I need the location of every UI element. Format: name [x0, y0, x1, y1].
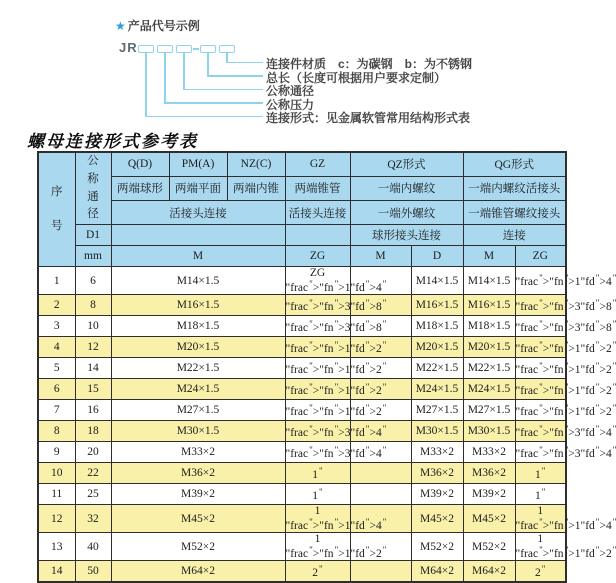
gz-cell: 1 "frac">"fn">1" " " [285, 533, 387, 561]
m-cell: M18×1.5 [111, 316, 285, 337]
code-box-3 [176, 45, 192, 53]
m-cell: M30×1.5 [111, 421, 285, 442]
table-row [38, 533, 566, 561]
dn-cell: 20 [75, 442, 111, 463]
seq-cell: 2 [38, 295, 75, 316]
connector-line-horizontal [207, 75, 263, 77]
table-row [38, 561, 566, 582]
qg-m-cell: M64×2 [463, 561, 515, 582]
empty-cell [285, 225, 350, 246]
qz-d-cell: M64×2 [411, 561, 463, 582]
m-cell: M33×2 [111, 442, 285, 463]
diagram-label-4: 公称压力 [266, 97, 315, 112]
header-row3-qg: 一端锥管螺纹接头 [463, 201, 566, 225]
dn-cell: 14 [75, 358, 111, 379]
header-unit-qg-m: M [463, 246, 515, 267]
qg-m-cell: M36×2 [463, 463, 515, 484]
empty-cell [111, 225, 285, 246]
gz-cell: "frac">"fn">1" " " [285, 379, 350, 400]
seq-cell: 13 [38, 533, 75, 561]
qg-zg-cell: "frac">"fn">3"fd">8 [515, 316, 566, 337]
qz-m-cell [350, 561, 411, 582]
dn-cell: 10 [75, 316, 111, 337]
qg-zg-cell: "frac">"fn">1"fd">2 [515, 379, 566, 400]
qg-zg-cell: 1 "frac">"fn">1"fd">4 [515, 505, 612, 533]
header-row4-qg: 连接 [463, 225, 566, 246]
gz-cell: ZG "frac">"fn">1" " " [285, 267, 387, 295]
dn-cell: 8 [75, 295, 111, 316]
table-header [38, 152, 566, 267]
table-row [38, 400, 566, 421]
qg-m-cell: M39×2 [463, 484, 515, 505]
header-unit-qz-m: M [350, 246, 411, 267]
seq-cell: 4 [38, 337, 75, 358]
code-dash [193, 48, 199, 50]
qz-d-cell: M30×1.5 [411, 421, 463, 442]
qz-m-cell [350, 484, 411, 505]
qg-m-cell: M20×1.5 [463, 337, 515, 358]
qz-d-cell: M14×1.5 [411, 267, 463, 295]
gz-cell: "frac">"fn">1" " " [285, 337, 350, 358]
header-sub-pm: 两端平面 [169, 176, 227, 200]
qg-m-cell: M52×2 [463, 533, 515, 561]
seq-cell: 7 [38, 400, 75, 421]
gz-cell: "frac">"fn">1" " " [285, 400, 350, 421]
qz-d-cell: M20×1.5 [411, 337, 463, 358]
table-body [38, 267, 612, 582]
header-sub-gz: 两端锥管 [285, 176, 350, 200]
table-title: 螺母连接形式参考表 [27, 132, 198, 152]
header-d1: D1 [75, 225, 111, 246]
product-code-prefix: JR [119, 40, 138, 55]
qg-m-cell: M18×1.5 [463, 316, 515, 337]
table-row [38, 484, 566, 505]
connector-line-horizontal [145, 116, 263, 118]
qz-d-cell: M24×1.5 [411, 379, 463, 400]
header-col-qz: QZ形式 [350, 152, 463, 176]
qz-d-cell: M16×1.5 [411, 295, 463, 316]
gz-cell: 1" [285, 463, 350, 484]
diagram-label-5: 连接形式：见金属软管常用结构形式表 [266, 111, 471, 125]
qg-m-cell: M33×2 [463, 442, 515, 463]
table-row [38, 463, 566, 484]
qz-d-cell: M39×2 [411, 484, 463, 505]
qg-zg-cell: "frac">"fn">3"fd">4 [515, 421, 566, 442]
header-unit-m: M [111, 246, 285, 267]
gz-cell: "frac">"fn">3" " " [285, 421, 350, 442]
qg-zg-cell: 1" [515, 463, 566, 484]
dn-cell: 50 [75, 561, 111, 582]
header-sub-qz: 一端内螺纹 [350, 176, 463, 200]
seq-cell: 11 [38, 484, 75, 505]
header-mm: mm [75, 246, 111, 267]
seq-cell: 8 [38, 421, 75, 442]
code-box-2 [157, 45, 173, 53]
header-unit-qz-d: D [411, 246, 463, 267]
connector-line-vertical [164, 53, 166, 104]
table-row [38, 337, 566, 358]
m-cell: M64×2 [111, 561, 285, 582]
diagram-label-2: 总长（长度可根据用户要求定制） [266, 70, 447, 85]
seq-cell: 6 [38, 379, 75, 400]
dn-cell: 12 [75, 337, 111, 358]
qz-d-cell: M36×2 [411, 463, 463, 484]
dn-cell: 32 [75, 505, 111, 533]
qz-d-cell: M18×1.5 [411, 316, 463, 337]
connector-line-horizontal [183, 89, 263, 91]
header-col-qg: QG形式 [463, 152, 566, 176]
header-sub-qg: 一端内螺纹活接头 [463, 176, 566, 200]
m-cell: M14×1.5 [111, 267, 285, 295]
m-cell: M27×1.5 [111, 400, 285, 421]
qg-m-cell: M27×1.5 [463, 400, 515, 421]
qg-zg-cell: 2" [515, 561, 566, 582]
header-col-gz: GZ [285, 152, 350, 176]
dn-cell: 25 [75, 484, 111, 505]
nut-connection-table [37, 151, 612, 583]
product-code-title-text: 产品代号示例 [127, 19, 200, 33]
seq-cell: 14 [38, 561, 75, 582]
table-row [38, 295, 566, 316]
table-row [38, 442, 566, 463]
gz-cell: "frac">"fn">3" " " [285, 442, 350, 463]
qg-m-cell: M45×2 [463, 505, 515, 533]
qz-d-cell: M45×2 [411, 505, 463, 533]
table-row [38, 267, 566, 295]
gz-cell: 2" [285, 561, 350, 582]
table-row [38, 358, 566, 379]
connector-line-horizontal [226, 62, 263, 64]
dn-cell: 16 [75, 400, 111, 421]
header-sub-q: 两端球形 [111, 176, 169, 200]
header-col-nz: NZ(C) [227, 152, 285, 176]
qg-zg-cell: "frac">"fn">1"fd">4 [515, 267, 566, 295]
dn-cell: 40 [75, 533, 111, 561]
m-cell: M20×1.5 [111, 337, 285, 358]
gz-cell: "frac">"fn">3" " " [285, 316, 350, 337]
m-cell: M22×1.5 [111, 358, 285, 379]
m-cell: M52×2 [111, 533, 285, 561]
qz-d-cell: M52×2 [411, 533, 463, 561]
header-row4-qz: 球形接头连接 [350, 225, 463, 246]
qg-m-cell: M30×1.5 [463, 421, 515, 442]
header-sub-nz: 两端内锥 [227, 176, 285, 200]
code-box-5 [219, 45, 235, 53]
m-cell: M39×2 [111, 484, 285, 505]
dn-cell: 22 [75, 463, 111, 484]
qg-zg-cell: "frac">"fn">1"fd">2 [515, 358, 566, 379]
qg-zg-cell: "frac">"fn">3"fd">4 [515, 442, 566, 463]
table-row [38, 316, 566, 337]
qg-m-cell: M14×1.5 [463, 267, 515, 295]
qg-zg-cell: "frac">"fn">3"fd">8 [515, 295, 566, 316]
header-dn: 公称通径 [75, 152, 111, 225]
gz-cell: 1" [285, 484, 350, 505]
header-unit-qg-zg: ZG [515, 246, 566, 267]
product-code-title [115, 17, 200, 34]
gz-cell: "frac">"fn">3" " " [285, 295, 350, 316]
connector-line-vertical [207, 53, 209, 77]
qz-d-cell: M27×1.5 [411, 400, 463, 421]
table-row [38, 505, 566, 533]
m-cell: M36×2 [111, 463, 285, 484]
qz-d-cell: M22×1.5 [411, 358, 463, 379]
qz-d-cell: M33×2 [411, 442, 463, 463]
seq-cell: 1 [38, 267, 75, 295]
qg-m-cell: M24×1.5 [463, 379, 515, 400]
header-row3-gz: 活接头连接 [285, 201, 350, 225]
m-cell: M24×1.5 [111, 379, 285, 400]
diagram-label-1: 连接件材质 c：为碳钢 b：为不锈钢 [266, 57, 473, 71]
m-cell: M16×1.5 [111, 295, 285, 316]
qg-m-cell: M22×1.5 [463, 358, 515, 379]
qg-zg-cell: "frac">"fn">1"fd">2 [515, 337, 566, 358]
gz-cell: "frac">"fn">1" " " [285, 358, 350, 379]
header-row3-qz: 一端外螺纹 [350, 201, 463, 225]
table-row [38, 379, 566, 400]
seq-cell: 12 [38, 505, 75, 533]
qg-zg-cell: 1 "frac">"fn">1"fd">2 [515, 533, 612, 561]
diagram-label-3: 公称通径 [266, 84, 315, 98]
qg-zg-cell: 1" [515, 484, 566, 505]
qz-m-cell [350, 463, 411, 484]
header-row3-q: 活接头连接 [111, 201, 285, 225]
dn-cell: 15 [75, 379, 111, 400]
star-icon: ★ [115, 19, 126, 33]
header-col-q: Q(D) [111, 152, 169, 176]
header-col-pm: PM(A) [169, 152, 227, 176]
dn-cell: 6 [75, 267, 111, 295]
gz-cell: 1 "frac">"fn">1" " " [285, 505, 387, 533]
seq-cell: 10 [38, 463, 75, 484]
code-box-1 [138, 45, 154, 53]
dn-cell: 18 [75, 421, 111, 442]
m-cell: M45×2 [111, 505, 285, 533]
qg-m-cell: M16×1.5 [463, 295, 515, 316]
header-seq: 序号 [38, 152, 75, 267]
seq-cell: 3 [38, 316, 75, 337]
qg-zg-cell: "frac">"fn">1"fd">2 [515, 400, 566, 421]
connector-line-vertical [183, 53, 185, 90]
seq-cell: 9 [38, 442, 75, 463]
connector-line-vertical [145, 53, 147, 117]
connector-line-horizontal [164, 102, 263, 104]
seq-cell: 5 [38, 358, 75, 379]
table-row [38, 421, 566, 442]
code-box-4 [200, 45, 216, 53]
header-unit-zg: ZG [285, 246, 350, 267]
